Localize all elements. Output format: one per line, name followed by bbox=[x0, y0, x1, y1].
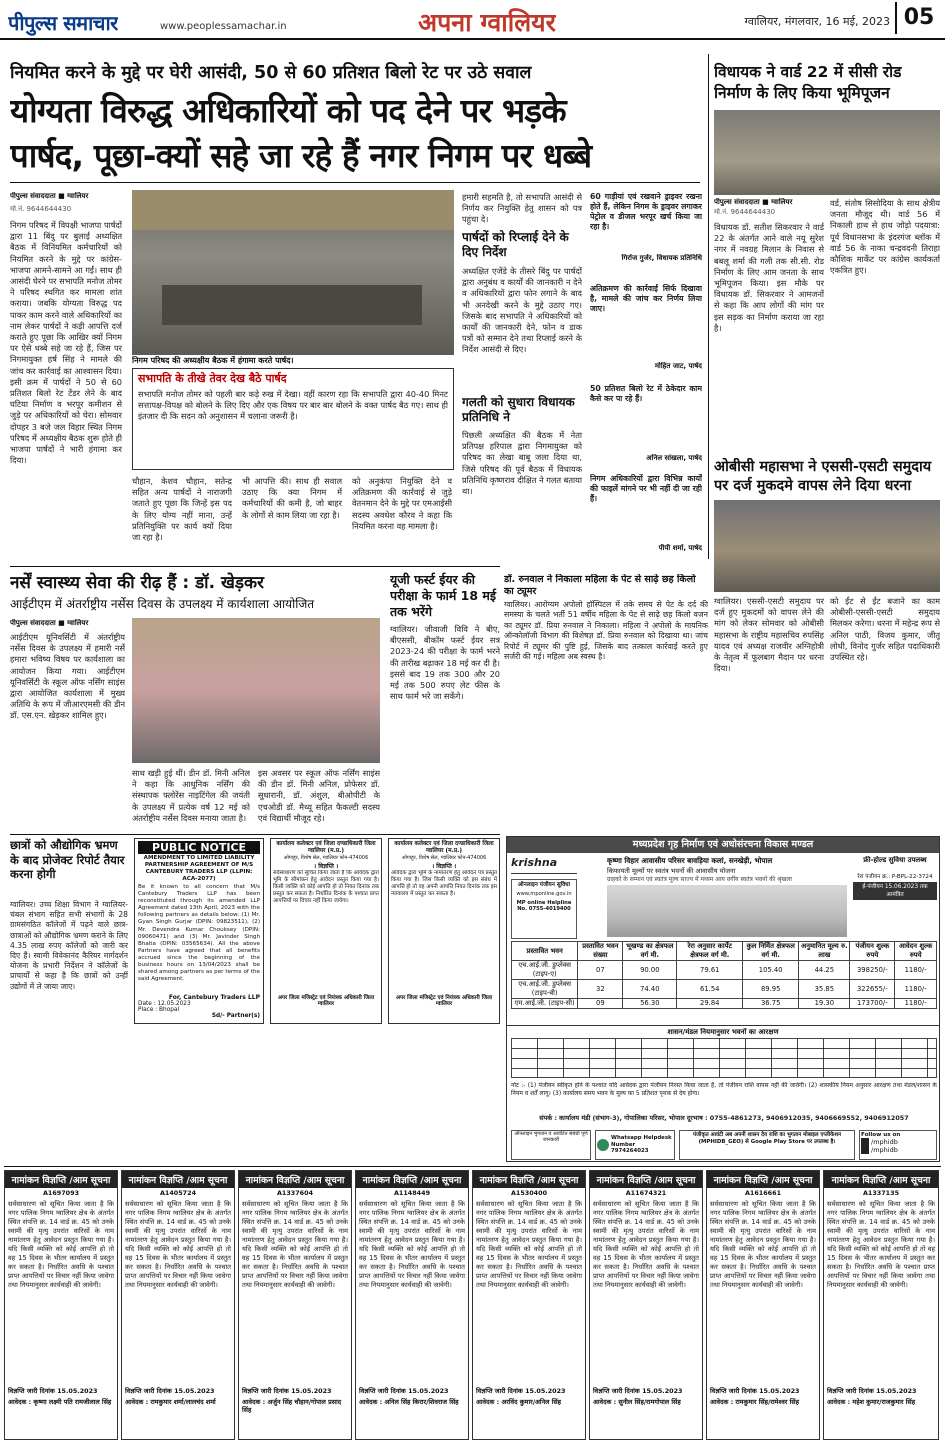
chair-inset-title: सभापति के तीखे तेवर देख बैठे पार्षद bbox=[138, 372, 287, 385]
notice-ref: A1405724 bbox=[159, 1189, 197, 1197]
tender-notice-2 bbox=[388, 838, 500, 1024]
column-divider bbox=[708, 54, 709, 559]
table-header-cell: कुल निर्मित क्षेत्रफल वर्ग मी. bbox=[743, 942, 799, 961]
social-facebook[interactable] bbox=[861, 1138, 935, 1146]
lead-headline-1: योग्यता विरुद्ध अधिकारियों को पद देने पर भड़के bbox=[10, 91, 566, 130]
lead-byline: पीपुल्स संवाददाता ■ ग्वालियर bbox=[10, 192, 89, 200]
mla-photo bbox=[714, 110, 940, 195]
ug-headline: यूजी फर्स्ट ईयर की परीक्षा के फार्म 18 मई तक भरेंगे bbox=[390, 572, 497, 619]
tumor-headline: डॉ. रुनवाल ने निकाला महिला के पेट से साढ़े छह किलो का ट्यूमर bbox=[504, 574, 696, 597]
housing-online-box bbox=[511, 879, 577, 939]
paper-name: पीपुल्स समाचार bbox=[8, 11, 118, 35]
subhead-reply: पार्षदों को रिप्लाई देने के दिए निर्देश bbox=[462, 230, 569, 259]
housing-last-date: ई-पंजीयन 15.06.2023 तक आमंत्रित bbox=[853, 882, 937, 900]
table-cell: 61.54 bbox=[677, 980, 743, 999]
notice-sign: आवेदक : अरविंद कुमार/अनिल सिंह bbox=[476, 1397, 562, 1406]
notice-sign: आवेदक : रामकुमार शर्मा/लालचंद शर्मा bbox=[125, 1397, 216, 1406]
table-header-cell: रेरा अनुसार कार्पेट क्षेत्रफल वर्ग मी. bbox=[677, 942, 743, 961]
public-notice-column bbox=[4, 1170, 118, 1440]
housing-app-box bbox=[511, 1130, 591, 1160]
table-cell: 19.30 bbox=[799, 999, 850, 1009]
table-cell: 1180/- bbox=[895, 980, 937, 999]
lead-row2-col3: को अनुकंपा नियुक्ति देने व अतिक्रमण की कार्रवाई से जुड़े वेतनमान देने के मुद्दे पर एमआईसी सदस्य अवधेश कौरव ने कहा कि नियमित करना वह मामला है। bbox=[352, 476, 452, 531]
public-notice-column bbox=[823, 1170, 939, 1440]
lead-headline-2: पार्षद, पूछा-क्यों सहे जा रहे हैं नगर निगम पर धब्बे bbox=[10, 136, 592, 175]
obc-col2: को ईंट से ईंट बजाने का काम ओबीसी-एससी-एसटी समुदाय मिलकर करेगा। धरना में महेन्द्र रूप से अनिल पाठी, विजय कुमार, जीतू लोधी, विनोद गुर्जर सहित पदाधिकारी उपस्थित रहे। bbox=[830, 596, 940, 663]
divider bbox=[10, 834, 500, 835]
housing-tagline2: ग्राहकों के सम्मान एवं स्वतंत्र मूल्य साज्य में मध्यम आय वर्गीय स्वतंत्र भवनों की श्रृंखला bbox=[607, 876, 792, 883]
notice-date: विज्ञप्ति जारी दिनांक 15.05.2023 bbox=[593, 1387, 683, 1396]
notice-ref: A1148449 bbox=[393, 1189, 431, 1197]
public-notice-column bbox=[706, 1170, 820, 1440]
housing-helpline: MP online Helpline No. 0755-4019400 bbox=[516, 900, 572, 912]
notice-date: विज्ञप्ति जारी दिनांक 15.05.2023 bbox=[242, 1387, 332, 1396]
photo-wall bbox=[132, 190, 454, 230]
notice-heading: नामांकन विज्ञप्ति /आम सूचना bbox=[239, 1171, 351, 1188]
tender-sub: ओगाहुर, विशेष सेल, ग्वालियर फोन-474006 bbox=[401, 855, 487, 861]
reserve-grid bbox=[511, 1038, 937, 1078]
table-cell: 07 bbox=[578, 961, 623, 980]
website: www.peoplessamachar.in bbox=[160, 21, 287, 32]
mla-col1: विधायक डॉ. सतीश सिकरवार ने वार्ड 22 के अंतर्गत आने वाले नयू सुरेश नगर में नवग्रह मिलान के निवास से बबलू शर्मा की गली तक सी.सी. रोड निर्माण के लिए आम जनता के साथ भूमिपूजन किया। इस मौके पर विधायक डॉ. सिकरवार ने आमजनों से कहा कि आप लोगों की मांग पर इस सड़क का निर्माण कराया जा रहा है। bbox=[714, 222, 824, 333]
follow-label: Follow us on bbox=[861, 1132, 901, 1138]
table-header-cell: आवेदन शुल्क रुपये bbox=[895, 942, 937, 961]
quote-4: निगम अधिकारियों द्वारा विभिन्न कार्यों की फाइलें मांगने पर भी नहीं दी जा रही हैं। bbox=[590, 474, 702, 503]
housing-board-title: मध्यप्रदेश गृह निर्माण एवं अधोसंरचना विकास मण्डल bbox=[507, 837, 939, 853]
whatsapp-text: Whatsapp Helpdesk Number 7974264023 bbox=[611, 1135, 672, 1155]
table-cell: 105.40 bbox=[743, 961, 799, 980]
notice-ref: A1616661 bbox=[744, 1189, 782, 1197]
tender-foot: अपर जिला मजिस्ट्रेट एवं नियंत्रक अधिकारी जिला ग्वालियर bbox=[395, 994, 493, 1007]
divider bbox=[4, 1166, 941, 1167]
table-cell: 09 bbox=[578, 999, 623, 1009]
nurses-subhead: आईटीएम में अंतर्राष्ट्रीय नर्सेस दिवस के उपलक्ष्य में कार्यशाला आयोजित bbox=[10, 597, 315, 611]
photo-caption: निगम परिषद की अध्यक्षीय बैठक में हंगामा करते पार्षद। bbox=[132, 356, 294, 365]
chair-inset bbox=[132, 368, 454, 470]
lead-row2-col2: भी आपत्ति की। साथ ही सवाल उठाए कि क्या निगम में कर्मचारियों की कमी है, जो बाहर के लोगों से काम लिया जा रहा है। bbox=[242, 476, 342, 520]
mla-byline: पीपुल्स संवाददाता ■ ग्वालियर bbox=[714, 198, 793, 206]
housing-contact: संपर्क : कार्यालय मंडी (संभाग-3), गोपालिका परिसर, भोपाल दूरभाष : 0755-4861273, 9406912035, 9406669552, 9406912057 bbox=[539, 1114, 909, 1122]
lead-col2c: पिछली अध्यक्षित की बैठक में नेता प्रतिपक्ष हरिपाल द्वारा निगमायुक्त को परिषद का लेखा बाबू जला दिया था, जिसे परिषद की पूर्व बैठक में विधायक प्रतिनिधि कृष्णराव दीक्षित ने गलत बताया था। bbox=[462, 430, 582, 497]
table-cell: एच.आई.जी. डुप्लेक्स (टाइप-ए) bbox=[512, 961, 578, 980]
table-cell: 44.25 bbox=[799, 961, 850, 980]
notice-ref: A1697093 bbox=[42, 1189, 80, 1197]
notice-body: सर्वसाधारण को सूचित किया जाता है कि नगर पालिक निगम ग्वालियर क्षेत्र के अंतर्गत स्थित संपत्ति क्र. 14 वार्ड क्र. 45 को उनके स्वामी की मृत्यु उपरांत वारिसों के नाम नामांतरण हेतु आवेदन प्रस्तुत किया गया है। यदि किसी व्यक्ति को कोई आपत्ति हो तो वह 15 दिवस के भीतर कार्यालय में प्रस्तुत कर सकता है। निर्धारित अवधि के पश्चात प्राप्त आपत्तियों पर विचार नहीं किया जावेगा तथा नियमानुसार कार्यवाही की जावेगी। bbox=[593, 1200, 699, 1290]
table-cell: 1180/- bbox=[895, 999, 937, 1009]
housing-tagline: किफायती मूल्यों पर स्वतंत्र भवनों की आवासीय योजना bbox=[607, 867, 736, 875]
facebook-icon bbox=[861, 1138, 869, 1146]
public-notice-column bbox=[355, 1170, 469, 1440]
housing-app-text: ऑनलाइन भुगतान व आवंटित संबंधी पूर्ण जानकारी bbox=[514, 1131, 588, 1143]
tender-title: । विज्ञप्ति । bbox=[431, 862, 457, 870]
lead-row2-col1: चौहान, केशव चौहान, सतेन्द्र सहित अन्य पार्षदों ने नाराजगी जताते हुए पूछा कि जिन्हें इस पद के लिए योग्य नहीं माना, उन्हें प्रतिनियुक्ति पर कार्य क्यों दिया जा रहा है। bbox=[132, 476, 232, 543]
table-cell: 35.85 bbox=[799, 980, 850, 999]
section-title: अपना ग्वालियर bbox=[418, 8, 556, 37]
housing-note: नोट :- (1) पंजीयन स्वीकृत होने के पश्चात यदि आवेदक द्वारा पंजीयन निरस्त किया जाता है, तो पंजीयन राशि वापस नहीं की जावेगी। (2) शासकीय नियम अनुसार आरक्षण तथा मंडल/शासन के नियम व शर्तें लागू। (3) कार्यालय समय भवन के मूल्य का 5 प्रतिशत पृथक से देय होगा। bbox=[511, 1082, 937, 1097]
table-cell: एम.आई.जी. (टाइप-सी) bbox=[512, 999, 578, 1009]
social-twitter[interactable] bbox=[861, 1146, 935, 1154]
social-box bbox=[859, 1130, 937, 1160]
nurses-photo bbox=[132, 618, 380, 763]
table-cell: 322655/- bbox=[850, 980, 895, 999]
tender-body: आवेदक द्वारा भूमि के नामांतरण हेतु आवेदन पत्र प्रस्तुत किया गया है। जिस किसी व्यक्ति को इस संबंध में आपत्ति हो तो वह अपनी आपत्ति नियत दिनांक तक इस न्यायालय में प्रस्तुत कर सकता है। bbox=[391, 869, 497, 897]
notice-body: सर्वसाधारण को सूचित किया जाता है कि नगर पालिक निगम ग्वालियर क्षेत्र के अंतर्गत स्थित संपत्ति क्र. 14 वार्ड क्र. 45 को उनके स्वामी की मृत्यु उपरांत वारिसों के नाम नामांतरण हेतु आवेदन प्रस्तुत किया गया है। यदि किसी व्यक्ति को कोई आपत्ति हो तो वह 15 दिवस के भीतर कार्यालय में प्रस्तुत कर सकता है। निर्धारित अवधि के पश्चात प्राप्त आपत्तियों पर विचार नहीं किया जावेगा तथा नियमानुसार कार्यवाही की जावेगी। bbox=[476, 1200, 582, 1290]
notice-ref: A11674321 bbox=[625, 1189, 667, 1197]
masthead bbox=[0, 0, 945, 40]
public-notice bbox=[134, 838, 264, 1024]
notice-body: सर्वसाधारण को सूचित किया जाता है कि नगर पालिक निगम ग्वालियर क्षेत्र के अंतर्गत स्थित संपत्ति क्र. 14 वार्ड क्र. 45 को उनके स्वामी की मृत्यु उपरांत वारिसों के नाम नामांतरण हेतु आवेदन प्रस्तुत किया गया है। यदि किसी व्यक्ति को कोई आपत्ति हो तो वह 15 दिवस के भीतर कार्यालय में प्रस्तुत कर सकता है। निर्धारित अवधि के पश्चात प्राप्त आपत्तियों पर विचार नहीं किया जावेगा तथा नियमानुसार कार्यवाही की जावेगी। bbox=[125, 1200, 231, 1290]
table-cell: 90.00 bbox=[623, 961, 677, 980]
table-row bbox=[512, 999, 937, 1009]
chair-inset-text: सभापति मनोज तोमर को पहली बार कड़े रुख में देखा। वहीं कारण रहा कि सभापति द्वारा 40-40 मिनट सत्तापक्ष-विपक्ष को बोलने के लिए दिए और एक विषय पर बार बार बोलने के वक्त पार्षद बैठ गए। साथ ही इंतजार दी कि सदन को अनुशासन में चलाना जरूरी है। bbox=[138, 389, 448, 422]
housing-project: कृष्णा विहार आवासीय परिसर बावड़िया कलां, सनखेड़ी, भोपाल bbox=[607, 856, 773, 865]
notice-sign: Sd/- Partner(s) bbox=[211, 1013, 260, 1019]
nurses-byline: पीपुल्स संवाददाता ■ ग्वालियर bbox=[10, 619, 89, 627]
lead-mobile: मो.नं. 9644644430 bbox=[10, 205, 72, 213]
table-cell: 32 bbox=[578, 980, 623, 999]
table-cell: 79.61 bbox=[677, 961, 743, 980]
table-header-cell: प्रस्तावित भवन bbox=[512, 942, 578, 961]
table-header-cell: प्रस्तावित भवन संख्या bbox=[578, 942, 623, 961]
divider bbox=[10, 566, 500, 567]
table-cell: 36.75 bbox=[743, 999, 799, 1009]
notice-body: सर्वसाधारण को सूचित किया जाता है कि नगर पालिक निगम ग्वालियर क्षेत्र के अंतर्गत स्थित संपत्ति क्र. 14 वार्ड क्र. 45 को उनके स्वामी की मृत्यु उपरांत वारिसों के नाम नामांतरण हेतु आवेदन प्रस्तुत किया गया है। यदि किसी व्यक्ति को कोई आपत्ति हो तो वह 15 दिवस के भीतर कार्यालय में प्रस्तुत कर सकता है। निर्धारित अवधि के पश्चात प्राप्त आपत्तियों पर विचार नहीं किया जावेगा तथा नियमानुसार कार्यवाही की जावेगी। bbox=[8, 1200, 114, 1290]
quote-4-by: पीपी शर्मा, पार्षद bbox=[658, 544, 702, 552]
notice-date: विज्ञप्ति जारी दिनांक 15.05.2023 bbox=[125, 1387, 215, 1396]
mla-headline: विधायक ने वार्ड 22 में सीसी रोड निर्माण के लिए किया भूमिपूजन bbox=[714, 63, 902, 102]
lead-col2b: अध्यक्षित एजेंडे के तीसरे बिंदु पर पार्षदों द्वारा अनुबंध व कार्यों की जानकारी न देने व अधिकारियों द्वारा फोन लगाने के बाद भी अनदेखी करने के मुद्दे उठाए गए। जिसके बाद सभापति ने अधिकारियों को कार्यों की जानकारी देने, फोन व डाक पत्रों को सम्मान देने तथा रिप्लाई करने के निर्देश आसंदी से दिए। bbox=[462, 266, 582, 355]
public-notice-column bbox=[121, 1170, 235, 1440]
table-header-cell: अनुमानित मूल्य रु. लाख bbox=[799, 942, 850, 961]
divider bbox=[10, 182, 700, 183]
notice-body: सर्वसाधारण को सूचित किया जाता है कि नगर पालिक निगम ग्वालियर क्षेत्र के अंतर्गत स्थित संपत्ति क्र. 14 वार्ड क्र. 45 को उनके स्वामी की मृत्यु उपरांत वारिसों के नाम नामांतरण हेतु आवेदन प्रस्तुत किया गया है। यदि किसी व्यक्ति को कोई आपत्ति हो तो वह 15 दिवस के भीतर कार्यालय में प्रस्तुत कर सकता है। निर्धारित अवधि के पश्चात प्राप्त आपत्तियों पर विचार नहीं किया जावेगा तथा नियमानुसार कार्यवाही की जावेगी। bbox=[827, 1200, 935, 1290]
housing-table bbox=[511, 941, 937, 1009]
page-number: 05 bbox=[895, 2, 941, 34]
table-row bbox=[512, 961, 937, 980]
notice-title: PUBLIC NOTICE bbox=[138, 841, 260, 854]
notice-date: विज्ञप्ति जारी दिनांक 15.05.2023 bbox=[8, 1387, 98, 1396]
public-notices-row bbox=[4, 1170, 941, 1440]
twitter-handle: /mphidb bbox=[871, 1146, 898, 1154]
dateline: ग्वालियर, मंगलवार, 16 मई, 2023 bbox=[744, 15, 890, 28]
notice-date: विज्ञप्ति जारी दिनांक 15.05.2023 bbox=[710, 1387, 800, 1396]
lead-col1: निगम परिषद में विपक्षी भाजपा पार्षदों द्वारा 11 बिंदु पर बुलाई अध्यक्षित बैठक में विनियमित कर्मचारियों को नियमित करने के मुद्दे पर कांग्रेस-भाजपा आमने-सामने आ गईं। साथ ही आसंदी घेरने पर सभापति मनोज तोमर ने परिषद स्थगित कर मामला शांत कराया। जबकि योग्यता विरुद्ध पद पाकर काम करने वाले अधिकारियों का नाम लेकर पार्षदों ने कड़ी आपत्ति दर्ज कराते हुए पूछा कि आखिर क्यों निगम पर ऐसे धब्बे सहे जा रहे हैं, जिस पर निगमायुक्त हर्ष सिंह ने मामले की जांच कर कार्रवाई का आश्वासन दिया। इसी क्रम में पार्षदों ने 50 से 60 प्रतिशत बिलो रेट टेंडर लेने के बाद घटिया निर्माण व भरपूर कमीशन से जुड़े पर अधिकारियों को घेरा। सोमवार दोपहर 3 बजे जल विहार स्थित निगम परिषद में अध्यक्षीय बैठक शुरू होते ही भाजपा पार्षदों ने भारी हंगामा कर दिया। bbox=[10, 220, 122, 466]
mla-mobile: मो.नं. 9644644430 bbox=[714, 208, 776, 216]
table-cell: 74.40 bbox=[623, 980, 677, 999]
quotes-column bbox=[590, 192, 702, 562]
tender-foot: अपर जिला मजिस्ट्रेट एवं नियंत्रक अधिकारी जिला ग्वालियर bbox=[277, 994, 375, 1007]
notice-date: विज्ञप्ति जारी दिनांक 15.05.2023 bbox=[827, 1387, 917, 1396]
table-header-cell: भूखण्ड का क्षेत्रफल वर्ग मी. bbox=[623, 942, 677, 961]
notice-date: Date : 12.05.2023 bbox=[138, 1001, 191, 1007]
nurses-headline: नर्सें स्वास्थ्य सेवा की रीढ़ हैं : डॉ. खेड़कर bbox=[10, 573, 264, 593]
notice-sign: आवेदक : सुनील सिंह/रामगोपाल सिंह bbox=[593, 1397, 681, 1406]
obc-headline: ओबीसी महासभा ने एससी-एसटी समुदाय पर दर्ज मुकदमे वापस लेने दिया धरना bbox=[714, 459, 932, 494]
housing-freehold: फ्री-होल्ड सुविधा उपलब्ध bbox=[863, 856, 927, 864]
notice-heading: नामांकन विज्ञप्ति /आम सूचना bbox=[356, 1171, 468, 1188]
obc-col1: ग्वालियर। एससी-एसटी समुदाय पर दर्ज हुए मुकदमों को वापस लेने की मांग को लेकर सोमवार को ओबीसी महासभा के राष्ट्रीय महासचिव रुपसिंह यादव एवं अध्यक्ष राजवीर अग्निहोत्री के नेतृत्व में फूलबाग मैदान पर धरना दिया। bbox=[714, 596, 824, 674]
subhead-correction: गलती को सुधारा विधायक प्रतिनिधि ने bbox=[462, 395, 575, 424]
ug-text: ग्वालियर। जीवाजी विवि ने बीए, बीएससी, बीकॉम फर्स्ट ईयर सत्र 2023-24 की परीक्षा के फार्म भरने की तारीख बढ़ाकर 18 मई कर दी है। इससे बाद 19 तक 300 और 20 मई तक 500 रुपए लेट फीस के साथ फार्म भरे जा सकेंगे। bbox=[390, 624, 500, 702]
housing-table-header bbox=[512, 942, 937, 961]
notice-heading: नामांकन विज्ञप्ति /आम सूचना bbox=[590, 1171, 702, 1188]
table-cell: 89.95 bbox=[743, 980, 799, 999]
notice-sign: आवेदक : महेश कुमार/राजकुमार सिंह bbox=[827, 1397, 916, 1406]
table-cell: 173700/- bbox=[850, 999, 895, 1009]
quote-3: 50 प्रतिशत बिलो रेट में ठेकेदार काम कैसे कर पा रहे हैं। bbox=[590, 384, 702, 403]
nurses-text3: इस अवसर पर स्कूल ऑफ नर्सिंग साइंस की डीन डॉ. मिनी अनिल, प्रोफेसर डॉ. सुधारानी, डॉ. अंशुल, बीओपीटी के एचओडी डॉ. मैथ्यू सहित फैकल्टी सदस्य एवं विद्यार्थी मौजूद रहे। bbox=[258, 768, 380, 823]
housing-online: ऑनलाइन पंजीयन सुविधा bbox=[517, 882, 571, 888]
notice-text: Be it known to all concern that M/s Cantebury Traders LLP has been reconstituted through its amended LLP Agreement dated 13th April, 2023 with the following partners as details below: (1) Mr. Gyan Singh Gurjar (DPIN: 09823511), (2) Mr. Devendra Kumar Chouksey (DPIN: 09060471) and (3) Mr. Javinder Singh Bhatia (DPIN: 03565634). All the above Partners have agreed that all benefits accrued since the beginning of the business hours on 13/04/2023 shall be shared among partners as per terms of the said Agreement. bbox=[138, 884, 260, 983]
quote-2-by: मोहित जाट, पार्षद bbox=[654, 362, 702, 370]
housing-render bbox=[607, 885, 847, 937]
notice-subtitle: AMENDMENT TO LIMITED LIABILITY PARTNERSHIP AGREEMENT OF M/S CANTEBURY TRADERS LLP (LLPIN: ACA-2077) bbox=[143, 855, 255, 882]
krishna-logo: krishna bbox=[511, 856, 577, 874]
notice-sign: आवेदक : अनिल सिंह किरार/शिवराज सिंह bbox=[359, 1397, 459, 1406]
housing-site[interactable]: www.mponline.gov.in bbox=[516, 891, 572, 897]
notice-for: For, Cantebury Traders LLP bbox=[168, 994, 260, 1001]
mla-col2: वर्ड, संतोष सिसोदिया के साथ क्षेत्रीय जनता मौजूद थी। वार्ड 56 में निकाली हाथ से हाथ जोड़ो पदयात्रा: पूर्व विधानसभा के इंदरगंज ब्लॉक में वार्ड 56 के नाका चन्द्रवदनी तिराहा कौशिक मार्केट पर कांग्रेस कार्यकर्ता एकत्रित हुए। bbox=[830, 198, 940, 276]
notice-place: Place : Bhopal bbox=[138, 1007, 180, 1013]
notice-ref: A1337604 bbox=[276, 1189, 314, 1197]
notice-sign: आवेदक : अर्जुन सिंह चौहान/गोपाल प्रसाद सिंह bbox=[242, 1397, 342, 1415]
public-notice-column bbox=[472, 1170, 586, 1440]
table-cell: 1180/- bbox=[895, 961, 937, 980]
notice-ref: A1337135 bbox=[862, 1189, 900, 1197]
whatsapp-icon bbox=[597, 1139, 609, 1151]
facebook-handle: /mphidb bbox=[871, 1138, 898, 1146]
quote-1-by: गिर्राज गुर्जर, विधायक प्रतिनिधि bbox=[621, 254, 702, 262]
table-cell: 398250/- bbox=[850, 961, 895, 980]
table-row bbox=[512, 980, 937, 999]
housing-reg: रेरा पंजीयन क्र.: P-BPL-22-3724 bbox=[857, 874, 933, 880]
notice-body: सर्वसाधारण को सूचित किया जाता है कि नगर पालिक निगम ग्वालियर क्षेत्र के अंतर्गत स्थित संपत्ति क्र. 14 वार्ड क्र. 45 को उनके स्वामी की मृत्यु उपरांत वारिसों के नाम नामांतरण हेतु आवेदन प्रस्तुत किया गया है। यदि किसी व्यक्ति को कोई आपत्ति हो तो वह 15 दिवस के भीतर कार्यालय में प्रस्तुत कर सकता है। निर्धारित अवधि के पश्चात प्राप्त आपत्तियों पर विचार नहीं किया जावेगा तथा नियमानुसार कार्यवाही की जावेगी। bbox=[242, 1200, 348, 1290]
notice-sign: आवेदक : कृष्णा लक्ष्मी पति रामजीलाल सिंह bbox=[8, 1397, 112, 1406]
tender-title: । विज्ञप्ति । bbox=[313, 862, 339, 870]
twitter-icon bbox=[861, 1146, 869, 1154]
whatsapp-box bbox=[595, 1130, 675, 1160]
tender-sub: ओगाहुर, विशेष सेल, ग्वालियर फोन-474006 bbox=[283, 855, 369, 861]
quote-2: अतिक्रमण की कार्रवाई सिर्फ दिखावा है, मामले की जांच कर निर्णय लिया जाए। bbox=[590, 284, 702, 313]
industry-text: ग्वालियर। उच्च शिक्षा विभाग ने ग्वालियर-चंबल संभाग सहित सभी संभागों के 28 ग्रामसंगठित कॉलेजों में पढ़ने वाले छात्र-छात्राओं को औद्योगिक भ्रमण कराने के लिए 4.35 लाख रुपए कॉलेजों को जारी कर दिए हैं। स्वामी विवेकानंद कैरियर मार्गदर्शन योजना के प्रभारी निर्देशन ने कॉलेजों के प्राचार्यों से कहा है कि छात्रों को उन्हीं उद्योगों में ले जाया जाए। bbox=[10, 900, 128, 991]
council-photo bbox=[132, 190, 454, 355]
public-notice-column bbox=[589, 1170, 703, 1440]
industry-headline: छात्रों को औद्योगिक भ्रमण के बाद प्रोजेक्ट रिपोर्ट तैयार करना होगी bbox=[10, 838, 125, 881]
notice-body: सर्वसाधारण को सूचित किया जाता है कि नगर पालिक निगम ग्वालियर क्षेत्र के अंतर्गत स्थित संपत्ति क्र. 14 वार्ड क्र. 45 को उनके स्वामी की मृत्यु उपरांत वारिसों के नाम नामांतरण हेतु आवेदन प्रस्तुत किया गया है। यदि किसी व्यक्ति को कोई आपत्ति हो तो वह 15 दिवस के भीतर कार्यालय में प्रस्तुत कर सकता है। निर्धारित अवधि के पश्चात प्राप्त आपत्तियों पर विचार नहीं किया जावेगा तथा नियमानुसार कार्यवाही की जावेगी। bbox=[359, 1200, 465, 1290]
notice-heading: नामांकन विज्ञप्ति /आम सूचना bbox=[122, 1171, 234, 1188]
obc-photo bbox=[714, 500, 940, 592]
tender-notice-1 bbox=[270, 838, 382, 1024]
lead-col2: हमारी सहमति है, तो सभापति आसंदी से निर्णय कर नियुक्ति हेतु शासन को पत्र पहुंचा दे। bbox=[462, 192, 582, 225]
tumor-text: ग्वालियर। आरोग्यम अपोलो हॉस्पिटल में तके समय से पेट के दर्द की समस्या के चलते भर्ती 51 वर्षीय महिला के पेट से साढ़े छह किलो वजन का ट्यूमर डॉ. प्रिया रुनवाल ने निकाला। महिला ने अपोलो के मायनिक ऑन्कोलॉजी विभाग की विशेषज्ञ डॉ. प्रिया रुनवाल को दिखाया था। जांच रिपोर्ट में ट्यूमर की पुष्टि हुई, जिसके बाद तत्काल कार्रवाई करते हुए सर्जरी की गई। महिला अब स्वस्थ है। bbox=[504, 600, 708, 662]
notice-heading: नामांकन विज्ञप्ति /आम सूचना bbox=[473, 1171, 585, 1188]
tender-body: सर्वसाधारण को सूचित किया जाता है कि आवेदक द्वारा भूमि के सीमांकन हेतु आवेदन प्रस्तुत किया गया है। किसी व्यक्ति को कोई आपत्ति हो तो नियत दिनांक तक प्रस्तुत कर सकता है। निर्धारित दिनांक के पश्चात प्राप्त आपत्तियों पर विचार नहीं किया जावेगा। bbox=[273, 869, 379, 904]
housing-ad-lower bbox=[506, 1026, 940, 1162]
notice-sign: आवेदक : रामकुमार सिंह/रामेश्वर सिंह bbox=[710, 1397, 799, 1406]
notice-ref: A1530400 bbox=[510, 1189, 548, 1197]
notice-date: विज्ञप्ति जारी दिनांक 15.05.2023 bbox=[359, 1387, 449, 1396]
table-cell: 56.30 bbox=[623, 999, 677, 1009]
table-header-cell: पंजीयन शुल्क रुपये bbox=[850, 942, 895, 961]
public-notice-column bbox=[238, 1170, 352, 1440]
notice-date: विज्ञप्ति जारी दिनांक 15.05.2023 bbox=[476, 1387, 566, 1396]
nurses-text1: आईटीएम यूनिवर्सिटी में अंतर्राष्ट्रीय नर्सेस दिवस के उपलक्ष्य में हमारी नर्से हमारा भविष्य विषय पर कार्यशाला का आयोजन किया गया। आईटीएम यूनिवर्सिटी के स्कूल ऑफ नर्सिंग साइंस द्वारा आयोजित कार्यशाला में मुख्य अतिथि के रूप में जीआरएमसी की डीन डॉ. एस.एन. खेड़कर शामिल हुए। bbox=[10, 632, 125, 721]
reserve-title: शासन/मंडल नियमानुसार भवनों का आरक्षण bbox=[667, 1028, 779, 1036]
photo-table bbox=[162, 285, 422, 325]
housing-app-text2: पंजीकृत आवंटी अब अपनी शासन देय राशि का भुगतान मोबाइल एप्लीकेशन (MPHIDB_GEO) से Google Play Store पर उपलब्ध है। bbox=[679, 1130, 855, 1160]
tender-head: कार्यालय कलेक्टर एवं जिला दण्डाधिकारी जिला ग्वालियर (म.प्र.) bbox=[276, 841, 376, 854]
notice-heading: नामांकन विज्ञप्ति /आम सूचना bbox=[5, 1171, 117, 1188]
lead-kicker: नियमित करने के मुद्दे पर घेरी आसंदी, 50 से 60 प्रतिशत बिलो रेट पर उठे सवाल bbox=[10, 63, 532, 83]
table-cell: एच.आई.जी. डुप्लेक्स (टाइप-बी) bbox=[512, 980, 578, 999]
quote-3-by: अनिल सांखला, पार्षद bbox=[646, 454, 702, 462]
quote-1: 60 गाड़ीयां एवं रखवाने ड्राइवर रखना होते हैं, लेकिन निगम के ड्राइवर लगाकर पेट्रोल व डीजल भरपूर खर्च किया जा रहा है। bbox=[590, 192, 702, 231]
table-cell: 29.84 bbox=[677, 999, 743, 1009]
notice-heading: नामांकन विज्ञप्ति /आम सूचना bbox=[824, 1171, 938, 1188]
tender-head: कार्यालय कलेक्टर एवं जिला दण्डाधिकारी जिला ग्वालियर (म.प्र.) bbox=[394, 841, 494, 854]
nurses-text2: साथ खड़ी हुई थीं। डीन डॉ. मिनी अनिल ने कहा कि आधुनिक नर्सिंग की संस्थापक फ्लोरेंस नाइटिंगेल की जयंती के उपलक्ष्य में प्रत्येक वर्ष 12 मई को अंतर्राष्ट्रीय नर्सेस दिवस मनाया जाता है। bbox=[132, 768, 250, 823]
housing-ad bbox=[506, 836, 940, 1026]
notice-body: सर्वसाधारण को सूचित किया जाता है कि नगर पालिक निगम ग्वालियर क्षेत्र के अंतर्गत स्थित संपत्ति क्र. 14 वार्ड क्र. 45 को उनके स्वामी की मृत्यु उपरांत वारिसों के नाम नामांतरण हेतु आवेदन प्रस्तुत किया गया है। यदि किसी व्यक्ति को कोई आपत्ति हो तो वह 15 दिवस के भीतर कार्यालय में प्रस्तुत कर सकता है। निर्धारित अवधि के पश्चात प्राप्त आपत्तियों पर विचार नहीं किया जावेगा तथा नियमानुसार कार्यवाही की जावेगी। bbox=[710, 1200, 816, 1290]
notice-heading: नामांकन विज्ञप्ति /आम सूचना bbox=[707, 1171, 819, 1188]
